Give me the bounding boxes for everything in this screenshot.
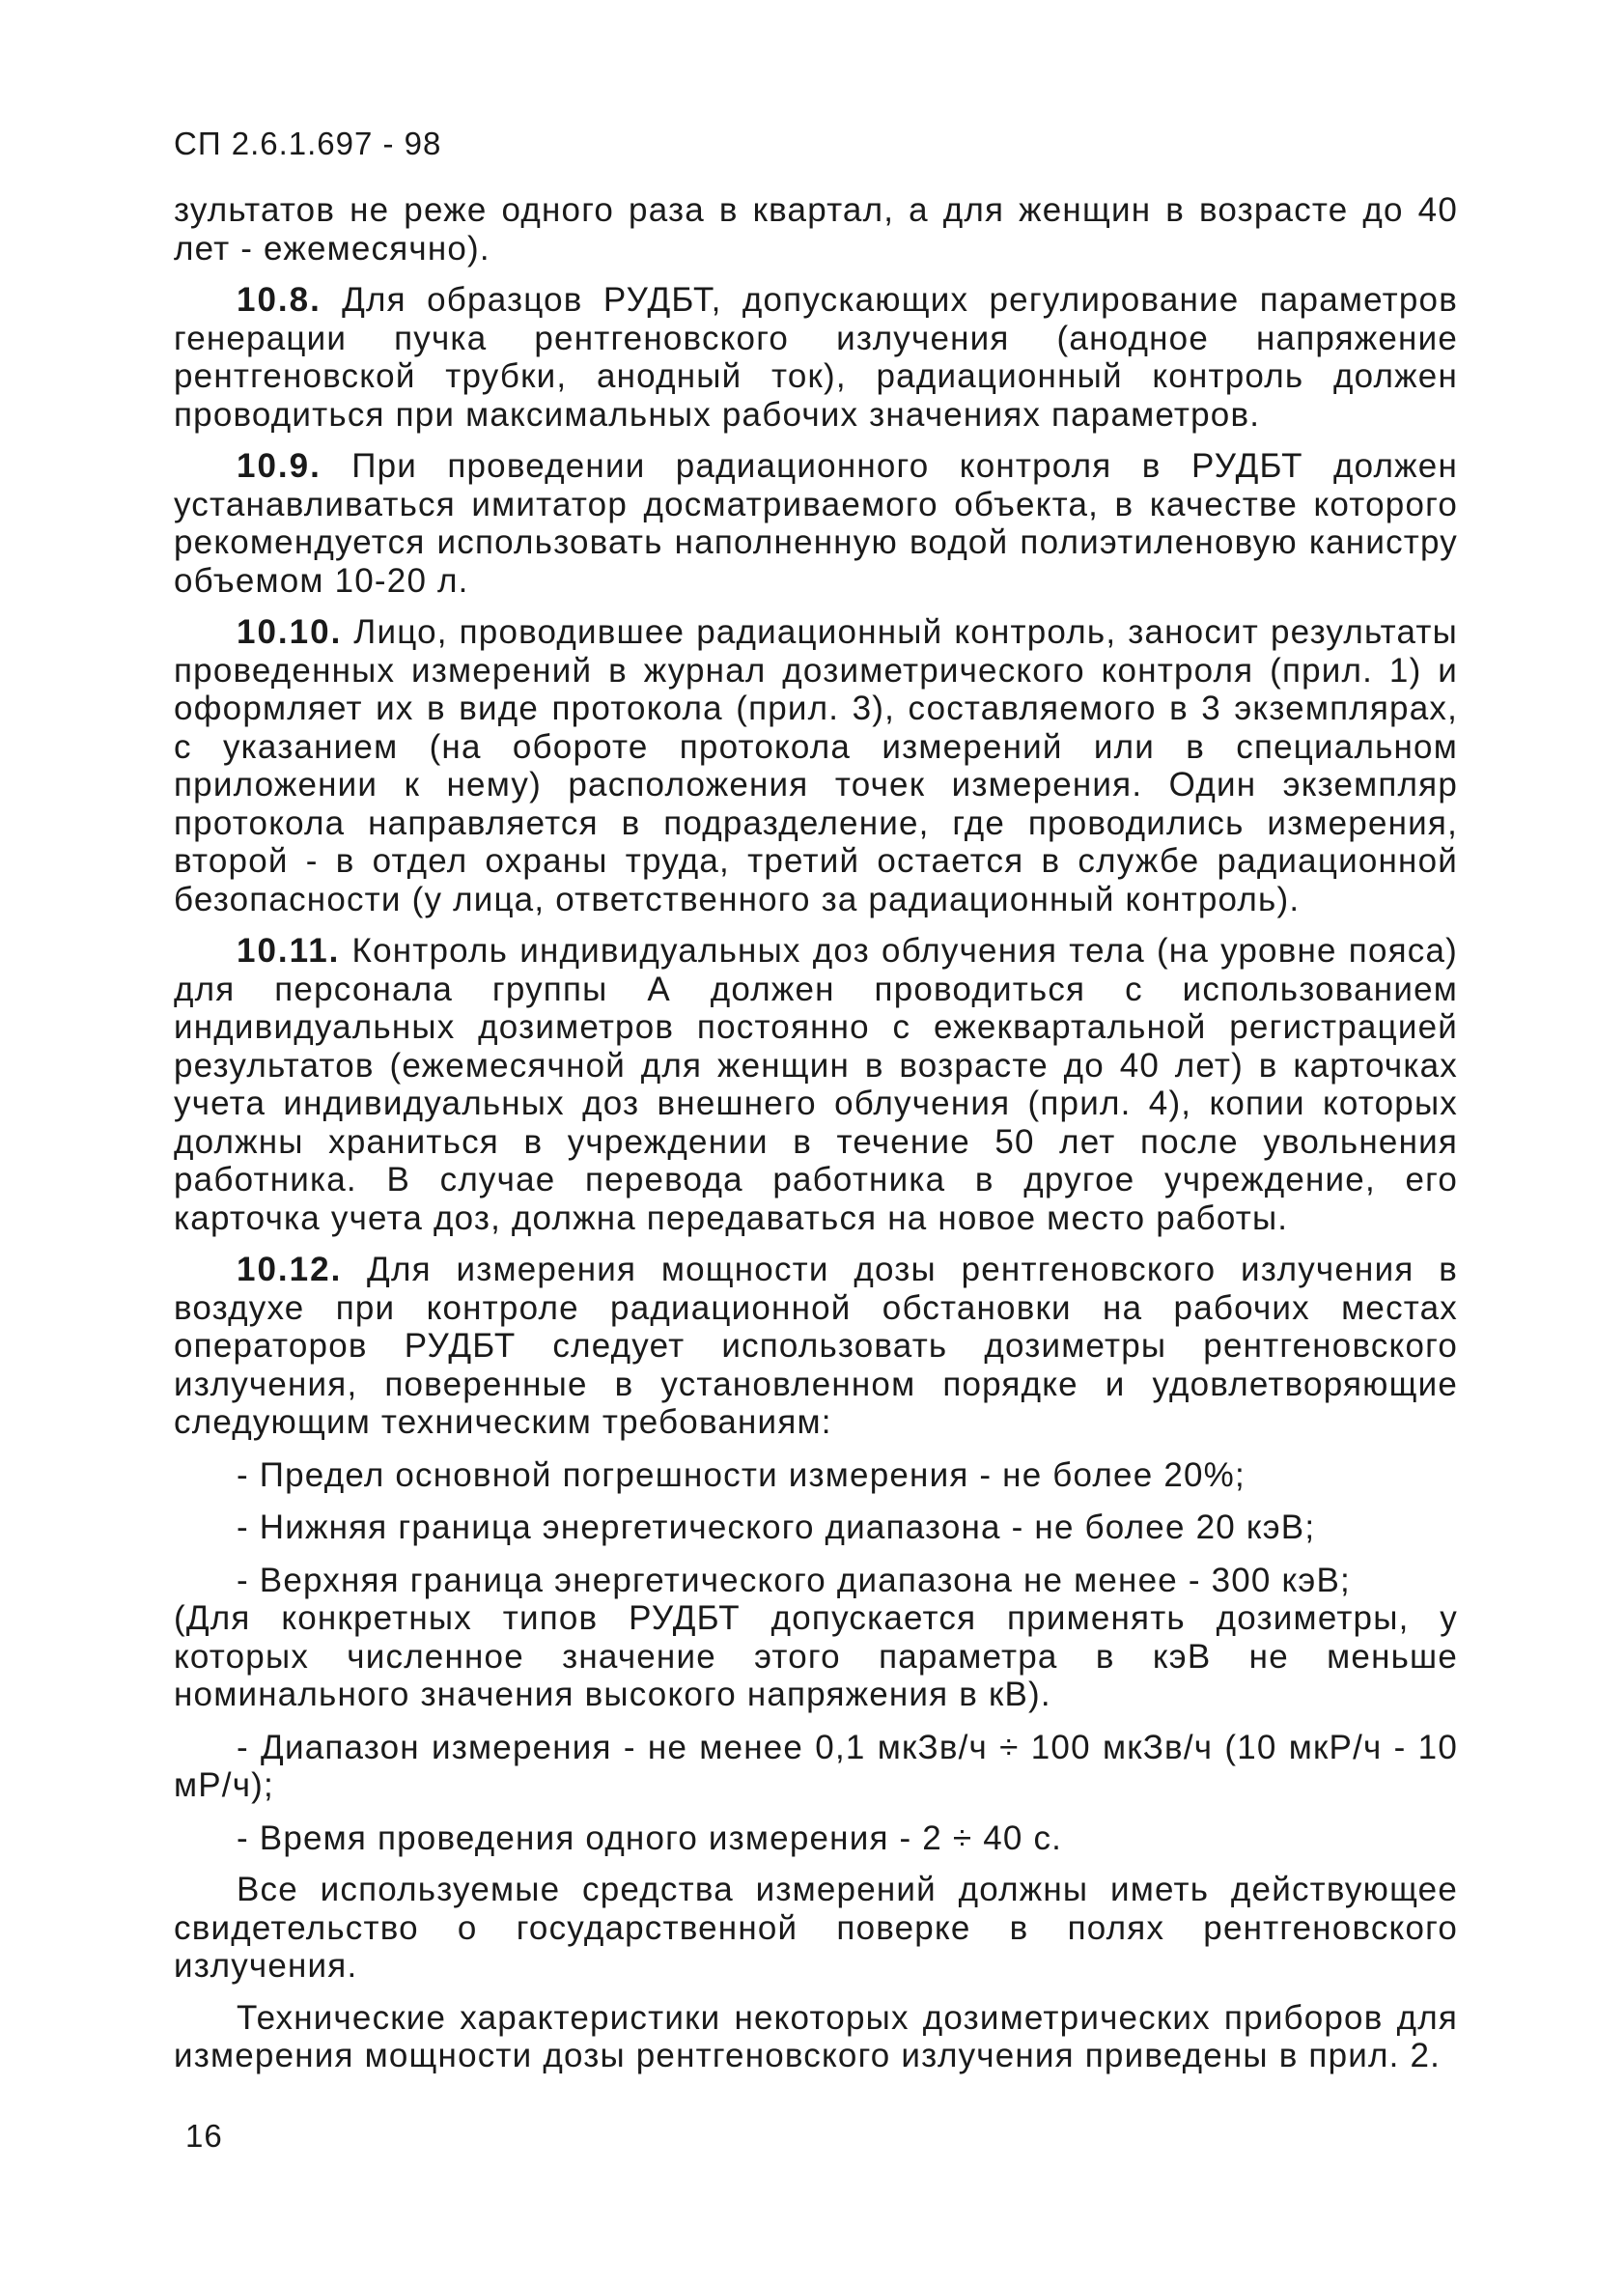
requirement-note: (Для конкретных типов РУДБТ допускается применять дозиметры, у которых численное значение этого параметра в кэВ не меньше номинального значения высокого напряжения в кВ). bbox=[174, 1599, 1458, 1713]
requirement-item-accuracy: - Предел основной погрешности измерения - не более 20%; bbox=[237, 1455, 1246, 1494]
paragraph-10-12 bbox=[174, 1251, 1458, 1442]
paragraph-10-8 bbox=[174, 281, 1458, 434]
requirement-item-time: - Время проведения одного измерения - 2 ÷ 40 с. bbox=[237, 1819, 1063, 1857]
clause-text: При проведении радиационного контроля в РУДБТ должен устанавливаться имитатор досматриваемого объекта, в качестве которого рекомендуется использовать наполненную водой полиэтиленовую канистру объемом 10-20 л. bbox=[174, 447, 1458, 600]
continued-paragraph: зультатов не реже одного раза в квартал, а для женщин в возрасте до 40 лет - ежемесячно). bbox=[174, 191, 1458, 268]
clause-text: Для образцов РУДБТ, допускающих регулирование параметров генерации пучка рентгеновского излучения (анодное напряжение рентгеновской трубки, анодный ток), радиационный контроль должен проводиться при максимальных рабочих значениях параметров. bbox=[174, 281, 1458, 434]
page-number: 16 bbox=[185, 2118, 223, 2154]
paragraph-10-9 bbox=[174, 447, 1458, 600]
paragraph-instruments: Все используемые средства измерений должны иметь действующее свидетельство о государственной поверке в полях рентгеновского излучения. bbox=[174, 1871, 1458, 1985]
clause-number: 10.11. bbox=[237, 932, 341, 970]
document-body bbox=[174, 191, 1458, 2075]
clause-text: Лицо, проводившее радиационный контроль, заносит результаты проведенных измерений в журнал дозиметрического контроля (прил. 1) и оформляет их в виде протокола (прил. 3), составляемого в 3 экземплярах, с указанием (на обороте протокола измерений или в специальном приложении к нему) расположения точек измерения. Один экземпляр протокола направляется в подразделение, где проводились измерения, второй - в отдел охраны труда, третий остается в службе радиационной безопасности (у лица, ответственного за радиационный контроль). bbox=[174, 613, 1458, 918]
requirement-item-upper-energy: - Верхняя граница энергетического диапазона не менее - 300 кэВ; bbox=[237, 1561, 1351, 1599]
paragraph-10-10 bbox=[174, 613, 1458, 918]
clause-text: Для измерения мощности дозы рентгеновского излучения в воздухе при контроле радиационной обстановки на рабочих местах операторов РУДБТ следует использовать дозиметры рентгеновского излучения, поверенные в установленном порядке и удовлетворяющие следующим техническим требованиям: bbox=[174, 1251, 1458, 1441]
clause-number: 10.10. bbox=[237, 613, 343, 651]
paragraph-characteristics: Технические характеристики некоторых дозиметрических приборов для измерения мощности дозы рентгеновского излучения приведены в прил. 2. bbox=[174, 1998, 1458, 2074]
clause-number: 10.8. bbox=[237, 281, 322, 319]
document-code-header: СП 2.6.1.697 - 98 bbox=[174, 126, 442, 161]
clause-text: Контроль индивидуальных доз облучения тела (на уровне пояса) для персонала группы А должен проводиться с использованием индивидуальных дозиметров постоянно с ежеквартальной регистрацией результатов (ежемесячной для женщин в возрасте до 40 лет) в карточках учета индивидуальных доз внешнего облучения (прил. 4), копии которых должны храниться в учреждении в течение 50 лет после увольнения работника. В случае перевода работника в другое учреждение, его карточка учета доз, должна передаваться на новое место работы. bbox=[174, 932, 1458, 1237]
requirement-item-range: - Диапазон измерения - не менее 0,1 мкЗв/ч ÷ 100 мкЗв/ч (10 мкР/ч - 10 мР/ч); bbox=[174, 1728, 1458, 1804]
clause-number: 10.9. bbox=[237, 447, 322, 485]
clause-number: 10.12. bbox=[237, 1251, 343, 1288]
paragraph-10-11 bbox=[174, 932, 1458, 1237]
requirement-item-lower-energy: - Нижняя граница энергетического диапазона - не более 20 кэВ; bbox=[237, 1509, 1316, 1546]
